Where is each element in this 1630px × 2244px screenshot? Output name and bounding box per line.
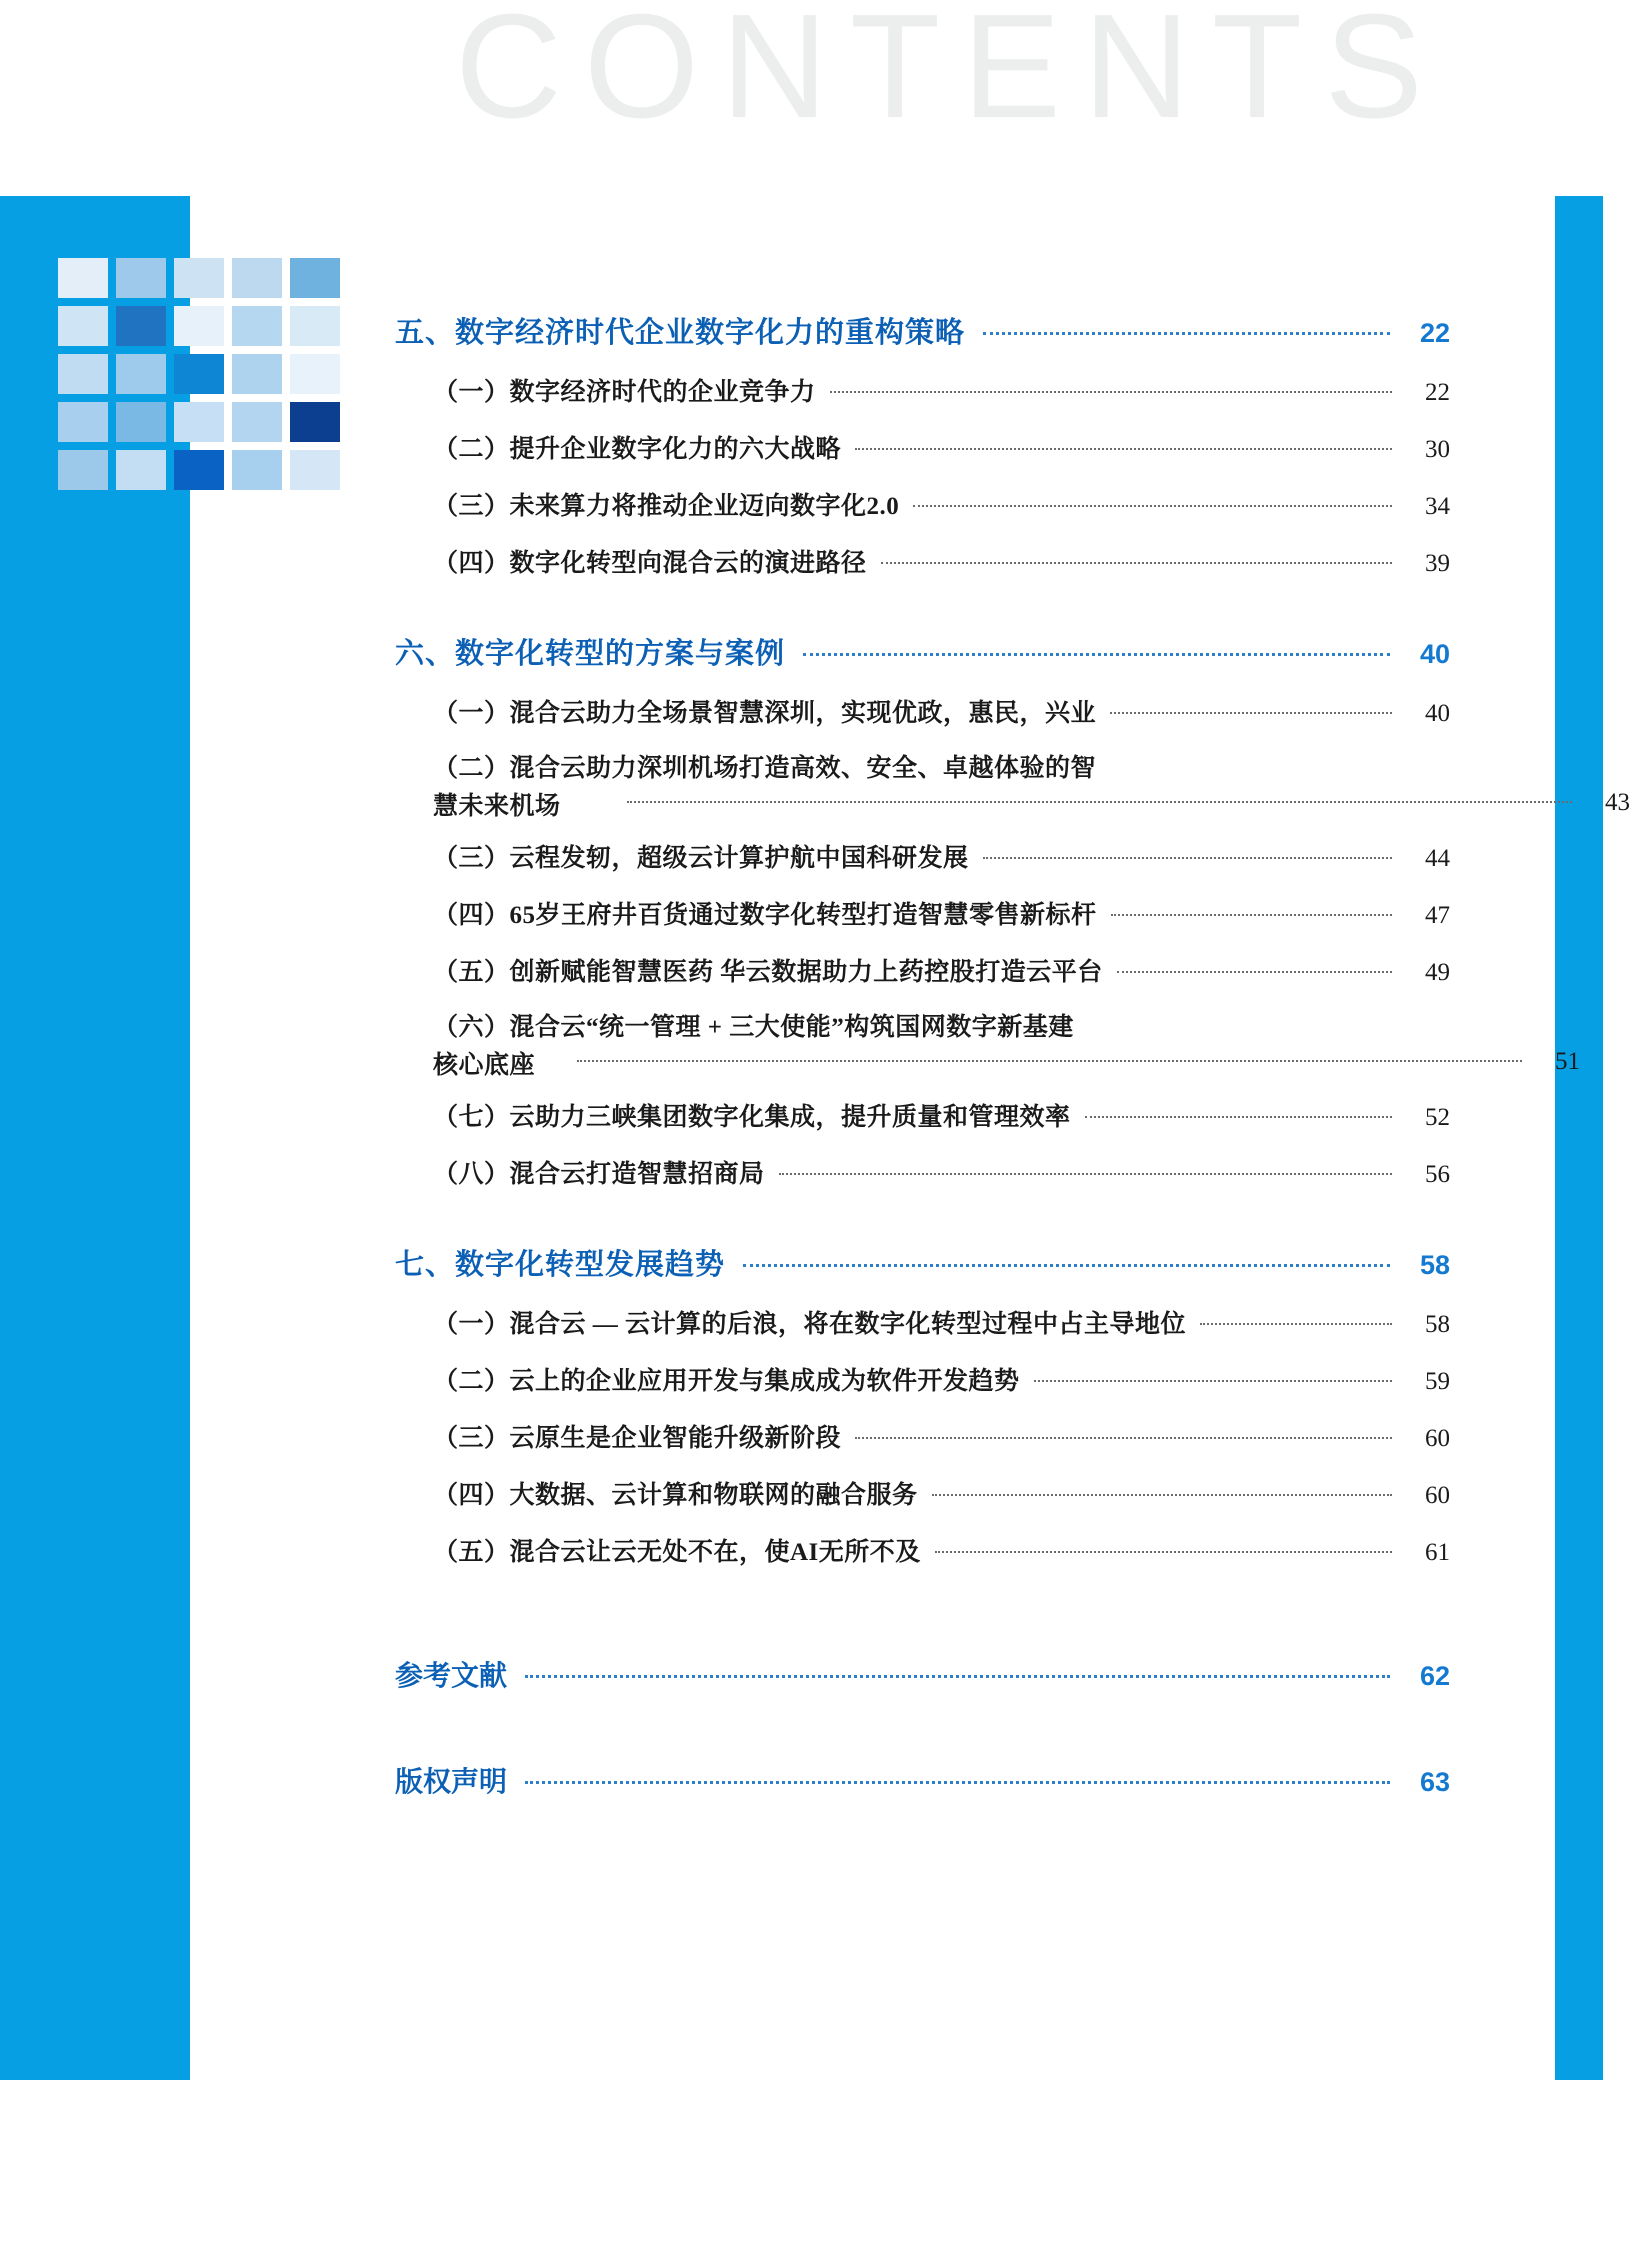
table-of-contents xyxy=(395,310,1630,1800)
toc-entry-label: （七）云助力三峡集团数字化集成，提升质量和管理效率 xyxy=(433,1104,1071,1131)
toc-entry-label: （三）云原生是企业智能升级新阶段 xyxy=(433,1425,842,1452)
mosaic-tile xyxy=(174,402,224,442)
footer-links xyxy=(395,1654,1450,1800)
toc-entry[interactable] xyxy=(395,895,1450,931)
toc-entry-page: 49 xyxy=(1425,959,1450,986)
chapter-title: 五、数字经济时代企业数字化力的重构策略 xyxy=(395,317,966,349)
toc-entry-label: （二）混合云助力深圳机场打造高效、安全、卓越体验的智 xyxy=(433,755,1097,782)
right-accent-bar xyxy=(1555,196,1603,2080)
toc-entry-tail xyxy=(563,1048,1580,1076)
toc-entry-label: （八）混合云打造智慧招商局 xyxy=(433,1161,765,1188)
toc-entry-page: 60 xyxy=(1425,1425,1450,1452)
leader-dots xyxy=(1085,1116,1392,1118)
mosaic-tile xyxy=(174,450,224,490)
leader-dots xyxy=(932,1494,1392,1496)
leader-dots xyxy=(881,562,1392,564)
toc-entry[interactable] xyxy=(395,1009,1580,1079)
leader-dots xyxy=(983,857,1392,859)
mosaic-tile xyxy=(232,354,282,394)
mosaic-tile xyxy=(174,354,224,394)
mosaic-tile xyxy=(232,258,282,298)
toc-entry[interactable] xyxy=(395,1361,1450,1397)
toc-entry[interactable] xyxy=(395,838,1450,874)
mosaic-decoration xyxy=(58,258,368,528)
chapter-entries xyxy=(395,372,1450,579)
leader-dots xyxy=(525,1675,1390,1678)
toc-entry[interactable] xyxy=(395,1475,1450,1511)
mosaic-tile xyxy=(174,306,224,346)
toc-entry[interactable] xyxy=(395,952,1450,988)
toc-entry-label: （五）创新赋能智慧医药 华云数据助力上药控股打造云平台 xyxy=(433,959,1103,986)
toc-entry[interactable] xyxy=(395,429,1450,465)
toc-entry-label: （一）混合云 — 云计算的后浪，将在数字化转型过程中占主导地位 xyxy=(433,1311,1187,1338)
toc-entry-label: （二）提升企业数字化力的六大战略 xyxy=(433,436,842,463)
leader-dots xyxy=(983,332,1390,335)
leader-dots xyxy=(830,391,1392,393)
toc-entry-page: 30 xyxy=(1425,436,1450,463)
chapter-entries xyxy=(395,1304,1450,1568)
toc-entry-page: 39 xyxy=(1425,550,1450,577)
toc-entry-page: 44 xyxy=(1425,845,1450,872)
toc-entry-label: （三）云程发轫，超级云计算护航中国科研发展 xyxy=(433,845,969,872)
toc-entry-page: 43 xyxy=(1605,789,1630,816)
toc-entry-label: （一）混合云助力全场景智慧深圳，实现优政，惠民，兴业 xyxy=(433,700,1097,727)
toc-entry[interactable] xyxy=(395,693,1450,729)
chapter-title: 七、数字化转型发展趋势 xyxy=(395,1249,726,1281)
toc-entry[interactable] xyxy=(395,1418,1450,1454)
toc-entry-label-line2: 核心底座 xyxy=(433,1051,536,1079)
toc-entry-label: （五）混合云让云无处不在，使AI无所不及 xyxy=(433,1539,921,1566)
toc-entry[interactable] xyxy=(395,1304,1450,1340)
chapter-entries xyxy=(395,693,1630,1190)
chapter-heading[interactable] xyxy=(395,1242,1450,1283)
toc-entry-label: （六）混合云“统一管理 + 三大使能”构筑国网数字新基建 xyxy=(433,1014,1074,1041)
toc-entry-page: 56 xyxy=(1425,1161,1450,1188)
leader-dots xyxy=(577,1060,1522,1062)
leader-dots xyxy=(779,1173,1392,1175)
toc-entry-tail xyxy=(613,789,1630,817)
toc-entry-page: 61 xyxy=(1425,1539,1450,1566)
mosaic-tile xyxy=(58,258,108,298)
toc-entry[interactable] xyxy=(395,1532,1450,1568)
mosaic-tile xyxy=(58,306,108,346)
mosaic-tile xyxy=(232,306,282,346)
toc-entry-label: （四）数字化转型向混合云的演进路径 xyxy=(433,550,867,577)
toc-entry[interactable] xyxy=(395,750,1630,820)
toc-entry-label: （二）云上的企业应用开发与集成成为软件开发趋势 xyxy=(433,1368,1020,1395)
leader-dots xyxy=(743,1264,1390,1267)
references-link[interactable] xyxy=(395,1654,1450,1694)
copyright-link[interactable] xyxy=(395,1760,1450,1800)
mosaic-tile xyxy=(290,354,340,394)
mosaic-tile xyxy=(290,258,340,298)
toc-entry[interactable] xyxy=(395,486,1450,522)
leader-dots xyxy=(935,1551,1392,1553)
mosaic-tile xyxy=(232,450,282,490)
chapter-page-number: 22 xyxy=(1419,318,1450,348)
toc-entry-page: 47 xyxy=(1425,902,1450,929)
leader-dots xyxy=(1110,712,1392,714)
leader-dots xyxy=(913,505,1392,507)
mosaic-tile xyxy=(58,402,108,442)
chapter-page-number: 40 xyxy=(1419,639,1450,669)
mosaic-tile xyxy=(116,402,166,442)
leader-dots xyxy=(1200,1323,1392,1325)
leader-dots xyxy=(525,1781,1390,1784)
toc-entry-page: 34 xyxy=(1425,493,1450,520)
mosaic-tile xyxy=(290,450,340,490)
toc-entry-page: 52 xyxy=(1425,1104,1450,1131)
mosaic-tile xyxy=(116,258,166,298)
toc-entry-page: 60 xyxy=(1425,1482,1450,1509)
chapter-page-number: 58 xyxy=(1419,1250,1450,1280)
references-page: 62 xyxy=(1419,1661,1450,1691)
toc-entry-page: 40 xyxy=(1425,700,1450,727)
mosaic-tile xyxy=(290,306,340,346)
toc-entry-page: 58 xyxy=(1425,1311,1450,1338)
mosaic-tile xyxy=(232,402,282,442)
leader-dots xyxy=(855,448,1392,450)
leader-dots xyxy=(1111,914,1392,916)
toc-entry[interactable] xyxy=(395,372,1450,408)
copyright-label: 版权声明 xyxy=(395,1766,508,1797)
leader-dots xyxy=(803,653,1390,656)
toc-entry-page: 51 xyxy=(1555,1048,1580,1075)
toc-entry-page: 22 xyxy=(1425,379,1450,406)
mosaic-tile xyxy=(58,450,108,490)
leader-dots xyxy=(855,1437,1392,1439)
toc-entry[interactable] xyxy=(395,543,1450,579)
toc-entry[interactable] xyxy=(395,1097,1450,1133)
mosaic-tile xyxy=(116,306,166,346)
chapter-heading[interactable] xyxy=(395,310,1450,351)
mosaic-tile xyxy=(116,354,166,394)
mosaic-tile xyxy=(116,450,166,490)
copyright-page: 63 xyxy=(1419,1767,1450,1797)
toc-entry-label: （一）数字经济时代的企业竞争力 xyxy=(433,379,816,406)
leader-dots xyxy=(627,801,1572,803)
leader-dots xyxy=(1034,1380,1392,1382)
references-label: 参考文献 xyxy=(395,1660,508,1691)
toc-entry-page: 59 xyxy=(1425,1368,1450,1395)
chapter-title: 六、数字化转型的方案与案例 xyxy=(395,638,786,670)
leader-dots xyxy=(1117,971,1392,973)
toc-entry-label: （三）未来算力将推动企业迈向数字化2.0 xyxy=(433,493,900,520)
mosaic-tile xyxy=(174,258,224,298)
mosaic-tile xyxy=(58,354,108,394)
mosaic-tile xyxy=(290,402,340,442)
toc-entry-label: （四）大数据、云计算和物联网的融合服务 xyxy=(433,1482,918,1509)
contents-watermark: CONTENTS xyxy=(455,0,1445,149)
toc-entry-label-line2: 慧未来机场 xyxy=(433,792,561,820)
chapter-heading[interactable] xyxy=(395,631,1450,672)
toc-entry[interactable] xyxy=(395,1154,1450,1190)
toc-entry-label: （四）65岁王府井百货通过数字化转型打造智慧零售新标杆 xyxy=(433,902,1097,929)
